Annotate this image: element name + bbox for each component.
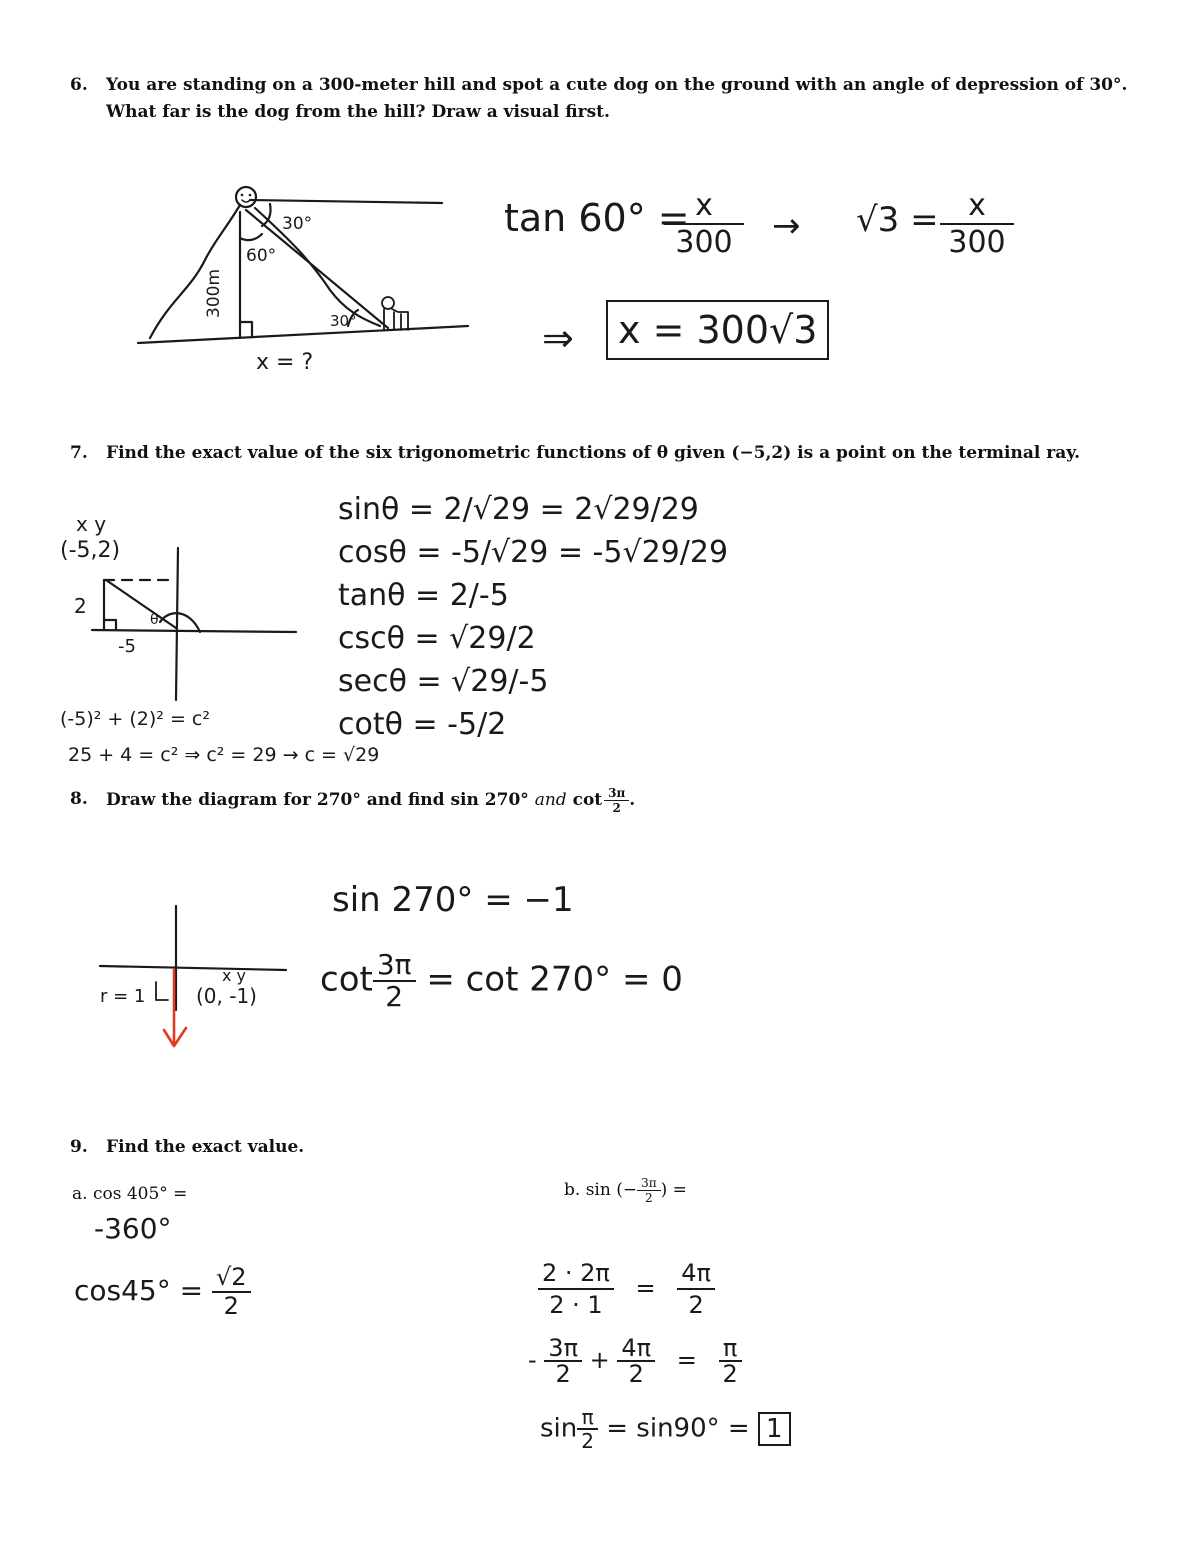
- csc-line: cscθ = √29/2: [338, 621, 536, 656]
- base-label: x = ?: [256, 350, 314, 375]
- xy-label: x y: [76, 512, 107, 536]
- part-a-step2: cos45° = $\frac{√2}{2}$: [74, 1264, 251, 1320]
- question-number: 9.: [70, 1137, 88, 1157]
- angle-label-30-bottom: 30°: [330, 312, 357, 330]
- angle-label-60: 60°: [246, 246, 277, 266]
- part-a-label: a. cos 405° =: [72, 1184, 188, 1204]
- right-angle-mark: [156, 982, 168, 1000]
- right-arrow-icon: →: [772, 206, 801, 246]
- side-label-y: 2: [74, 594, 87, 618]
- part-b-label: b. sin (− $\frac{3\pi}{2}$ ) =: [564, 1176, 687, 1205]
- xy-label: x y: [222, 966, 247, 985]
- point-label: (-5,2): [60, 538, 121, 563]
- q6-eq2-fraction: $\frac{x}{300}$: [940, 188, 1014, 260]
- radius-label: r = 1: [100, 986, 146, 1007]
- question-8: 8. Draw the diagram for 270° and find sin 270° and cot $\frac{3\pi}{2}$ .: [70, 786, 636, 815]
- angle-label-30-top: 30°: [282, 214, 313, 234]
- pythagorean-step-1: (-5)² + (2)² = c²: [60, 708, 210, 730]
- part-b-row2: - $\frac{3\pi}{2}$ + $\frac{4\pi}{2}$ = $\frac{\pi}{2}$: [528, 1336, 742, 1386]
- q8-cot-work: cot $\frac{3\pi}{2}$ = cot 270° = 0: [320, 948, 683, 1013]
- question-text-line1: You are standing on a 300-meter hill and spot a cute dog on the ground with an angle of depression of 30°.: [106, 75, 1128, 95]
- point-label: (0, -1): [196, 984, 257, 1008]
- q8-sin-work: sin 270° = −1: [332, 880, 574, 920]
- answer-box: 1: [758, 1412, 791, 1446]
- question-text-and: and: [534, 790, 567, 810]
- tan-line: tanθ = 2/-5: [338, 578, 509, 613]
- implies-arrow-icon: ⇒: [542, 316, 574, 360]
- q6-eq2-left: √3 =: [856, 200, 939, 240]
- part-b-row1: $\frac{2 \cdot 2\pi}{2 \cdot 1}$ = $\frac{4\pi}{2}$: [538, 1258, 715, 1320]
- question-text: Draw the diagram for 270° and find sin 270°: [106, 790, 529, 810]
- question-number: 7.: [70, 443, 88, 463]
- question-number: 6.: [70, 75, 88, 95]
- q6-eq1-left: tan 60° =: [504, 196, 690, 240]
- q6-answer-box: x = 300√3: [606, 300, 829, 360]
- question-fraction: $\frac{3\pi}{2}$: [604, 786, 629, 815]
- question-text-line2: What far is the dog from the hill? Draw a visual first.: [106, 102, 610, 122]
- pythagorean-step-2: 25 + 4 = c² ⇒ c² = 29 → c = √29: [68, 744, 380, 766]
- q6-eq1-fraction: $\frac{x}{300}$: [664, 188, 744, 260]
- part-a-step1: -360°: [94, 1212, 172, 1245]
- part-b-row3: sin $\frac{\pi}{2}$ = sin90° = 1: [540, 1406, 791, 1452]
- question-text-cot: cot: [572, 790, 603, 810]
- cot-line: cotθ = -5/2: [338, 707, 507, 742]
- height-label: 300m: [204, 268, 224, 318]
- question-text: Find the exact value.: [106, 1137, 305, 1157]
- side-label-x: -5: [118, 636, 136, 657]
- question-number: 8.: [70, 789, 88, 809]
- x-axis: [100, 966, 286, 970]
- question-9: [70, 1134, 1166, 1161]
- sec-line: secθ = √29/-5: [338, 664, 549, 699]
- sin-line: sinθ = 2/√29 = 2√29/29: [338, 492, 699, 527]
- cos-line: cosθ = -5/√29 = -5√29/29: [338, 535, 729, 570]
- theta-label: θ: [150, 612, 159, 628]
- question-text: Find the exact value of the six trigonometric functions of θ given (−5,2) is a point on the terminal ray.: [106, 443, 1081, 463]
